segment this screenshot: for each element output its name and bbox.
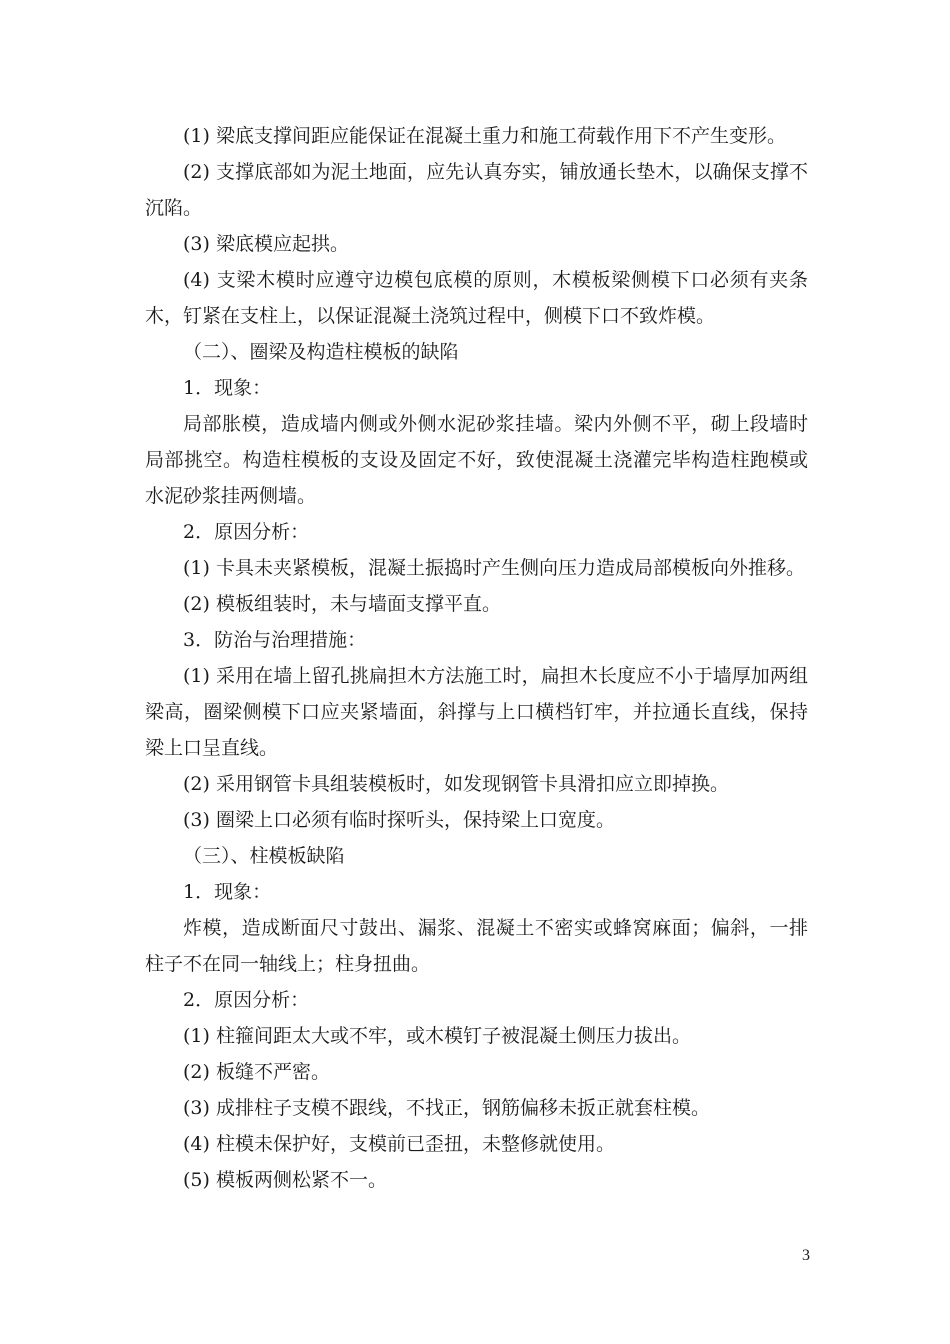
paragraph: (2) 模板组装时，未与墙面支撑平直。	[183, 593, 501, 615]
paragraph: (4) 支梁木模时应遵守边模包底模的原则，木模板梁侧模下口必须有夹条木，钉紧在支柱上，以保证混凝土浇筑过程中，侧模下口不致炸模。	[145, 269, 808, 327]
paragraph: 炸模，造成断面尺寸鼓出、漏浆、混凝土不密实或蜂窝麻面；偏斜，一排柱子不在同一轴线上；柱身扭曲。	[145, 917, 808, 975]
paragraph: (2) 支撑底部如为泥土地面，应先认真夯实，铺放通长垫木，以确保支撑不沉陷。	[145, 161, 808, 219]
paragraph: (1) 卡具未夹紧模板，混凝土振捣时产生侧向压力造成局部模板向外推移。	[183, 557, 805, 579]
document-body	[145, 118, 808, 1198]
section-heading: （三）、柱模板缺陷	[183, 845, 345, 867]
paragraph: (1) 采用在墙上留孔挑扁担木方法施工时，扁担木长度应不小于墙厚加两组梁高，圈梁侧模下口应夹紧墙面，斜撑与上口横档钉牢，并拉通长直线，保持梁上口呈直线。	[145, 665, 808, 759]
section-heading: （二）、圈梁及构造柱模板的缺陷	[183, 341, 459, 363]
paragraph: (2) 板缝不严密。	[183, 1061, 330, 1083]
paragraph: (3) 成排柱子支模不跟线，不找正，钢筋偏移未扳正就套柱模。	[183, 1097, 710, 1119]
paragraph: (2) 采用钢管卡具组装模板时，如发现钢管卡具滑扣应立即掉换。	[183, 773, 729, 795]
paragraph: (3) 圈梁上口必须有临时探听头，保持梁上口宽度。	[183, 809, 615, 831]
page-number: 3	[802, 1247, 810, 1264]
paragraph: (4) 柱模未保护好，支模前已歪扭，未整修就使用。	[183, 1133, 615, 1155]
paragraph: (1) 柱箍间距太大或不牢，或木模钉子被混凝土侧压力拔出。	[183, 1025, 691, 1047]
subheading: 3．防治与治理措施：	[183, 629, 367, 651]
paragraph: (1) 梁底支撑间距应能保证在混凝土重力和施工荷载作用下不产生变形。	[183, 125, 786, 147]
paragraph: 局部胀模，造成墙内侧或外侧水泥砂浆挂墙。梁内外侧不平，砌上段墙时局部挑空。构造柱模板的支设及固定不好，致使混凝土浇灌完毕构造柱跑模或水泥砂浆挂两侧墙。	[145, 413, 808, 507]
subheading: 2．原因分析：	[183, 989, 310, 1011]
subheading: 2．原因分析：	[183, 521, 310, 543]
paragraph: (5) 模板两侧松紧不一。	[183, 1169, 387, 1191]
paragraph: (3) 梁底模应起拱。	[183, 233, 349, 255]
subheading: 1．现象：	[183, 377, 272, 399]
subheading: 1．现象：	[183, 881, 272, 903]
